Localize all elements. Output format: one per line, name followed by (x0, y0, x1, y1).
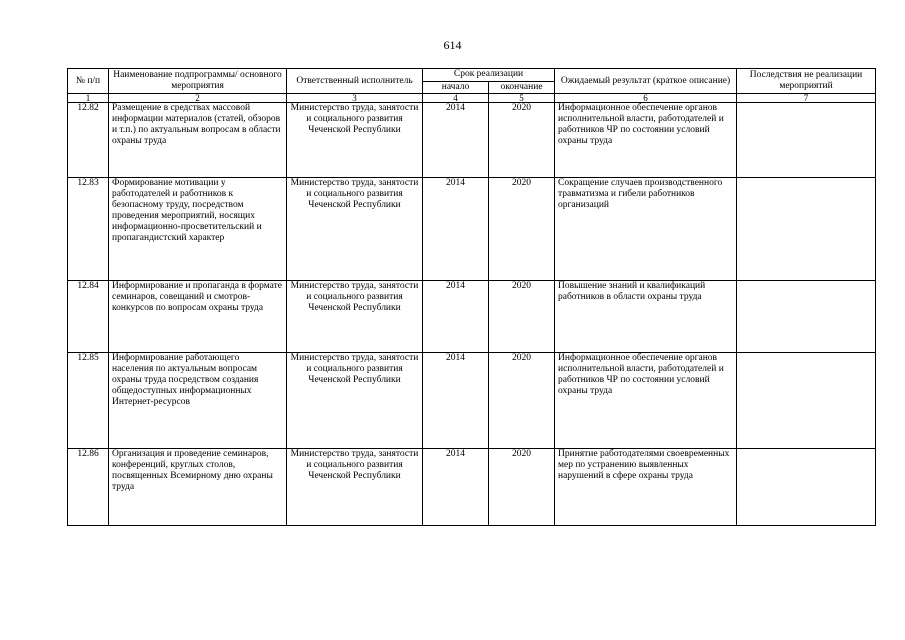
header-row (68, 69, 876, 82)
expected-result: Повышение знаний и квалификаций работников в области охраны труда (555, 281, 737, 353)
executor: Министерство труда, занятости и социального развития Чеченской Республики (287, 281, 423, 353)
end-year: 2020 (489, 281, 555, 353)
expected-result: Информационное обеспечение органов исполнительной власти, работодателей и работников ЧР по состоянии условий охраны труда (555, 103, 737, 178)
row-number: 12.84 (68, 281, 109, 353)
activity-name: Размещение в средствах массовой информации материалов (статей, обзоров и т.п.) по актуальным вопросам в области охраны труда (109, 103, 287, 178)
end-year: 2020 (489, 449, 555, 526)
executor: Министерство труда, занятости и социального развития Чеченской Республики (287, 178, 423, 281)
start-year: 2014 (423, 353, 489, 449)
table-row (68, 449, 876, 526)
header-period: Срок реализации (423, 69, 555, 82)
column-number: 1 (68, 94, 109, 103)
consequences (737, 281, 876, 353)
header-num: № п/п (68, 69, 109, 94)
header-start: начало (423, 81, 489, 94)
start-year: 2014 (423, 178, 489, 281)
activity-name: Организация и проведение семинаров, конференций, круглых столов, посвященных Всемирному дню охраны труда (109, 449, 287, 526)
expected-result: Информационное обеспечение органов исполнительной власти, работодателей и работников ЧР по состоянии условий охраны труда (555, 353, 737, 449)
column-number: 3 (287, 94, 423, 103)
expected-result: Принятие работодателями своевременных мер по устранению выявленных нарушений в сфере охраны труда (555, 449, 737, 526)
end-year: 2020 (489, 178, 555, 281)
table-row (68, 281, 876, 353)
table-row (68, 103, 876, 178)
end-year: 2020 (489, 103, 555, 178)
header-executor: Ответственный исполнитель (287, 69, 423, 94)
activity-name: Информирование и пропаганда в формате семинаров, совещаний и смотров-конкурсов по вопросам охраны труда (109, 281, 287, 353)
expected-result: Сокращение случаев производственного травматизма и гибели работников организаций (555, 178, 737, 281)
column-number: 2 (109, 94, 287, 103)
executor: Министерство труда, занятости и социального развития Чеченской Республики (287, 353, 423, 449)
page-number: 614 (443, 38, 462, 52)
start-year: 2014 (423, 103, 489, 178)
executor: Министерство труда, занятости и социального развития Чеченской Республики (287, 449, 423, 526)
start-year: 2014 (423, 449, 489, 526)
row-number: 12.83 (68, 178, 109, 281)
consequences (737, 103, 876, 178)
row-number: 12.86 (68, 449, 109, 526)
consequences (737, 178, 876, 281)
column-number: 5 (489, 94, 555, 103)
end-year: 2020 (489, 353, 555, 449)
column-number: 6 (555, 94, 737, 103)
header-result: Ожидаемый результат (краткое описание) (555, 69, 737, 94)
activity-name: Информирование работающего населения по актуальным вопросам охраны труда посредством создания общедоступных информационных Интернет-ресурсов (109, 353, 287, 449)
header-consequences: Последствия не реализации мероприятий (737, 69, 876, 94)
consequences (737, 353, 876, 449)
row-number: 12.82 (68, 103, 109, 178)
activity-name: Формирование мотивации у работодателей и работников к безопасному труду, посредством проведения мероприятий, носящих информационно-просветительский и пропагандистский характер (109, 178, 287, 281)
column-number-row (68, 94, 876, 103)
table-row (68, 178, 876, 281)
consequences (737, 449, 876, 526)
column-number: 7 (737, 94, 876, 103)
start-year: 2014 (423, 281, 489, 353)
column-number: 4 (423, 94, 489, 103)
activities-table (67, 68, 876, 526)
table-row (68, 353, 876, 449)
executor: Министерство труда, занятости и социального развития Чеченской Республики (287, 103, 423, 178)
header-name: Наименование подпрограммы/ основного мероприятия (109, 69, 287, 94)
header-end: окончание (489, 81, 555, 94)
row-number: 12.85 (68, 353, 109, 449)
